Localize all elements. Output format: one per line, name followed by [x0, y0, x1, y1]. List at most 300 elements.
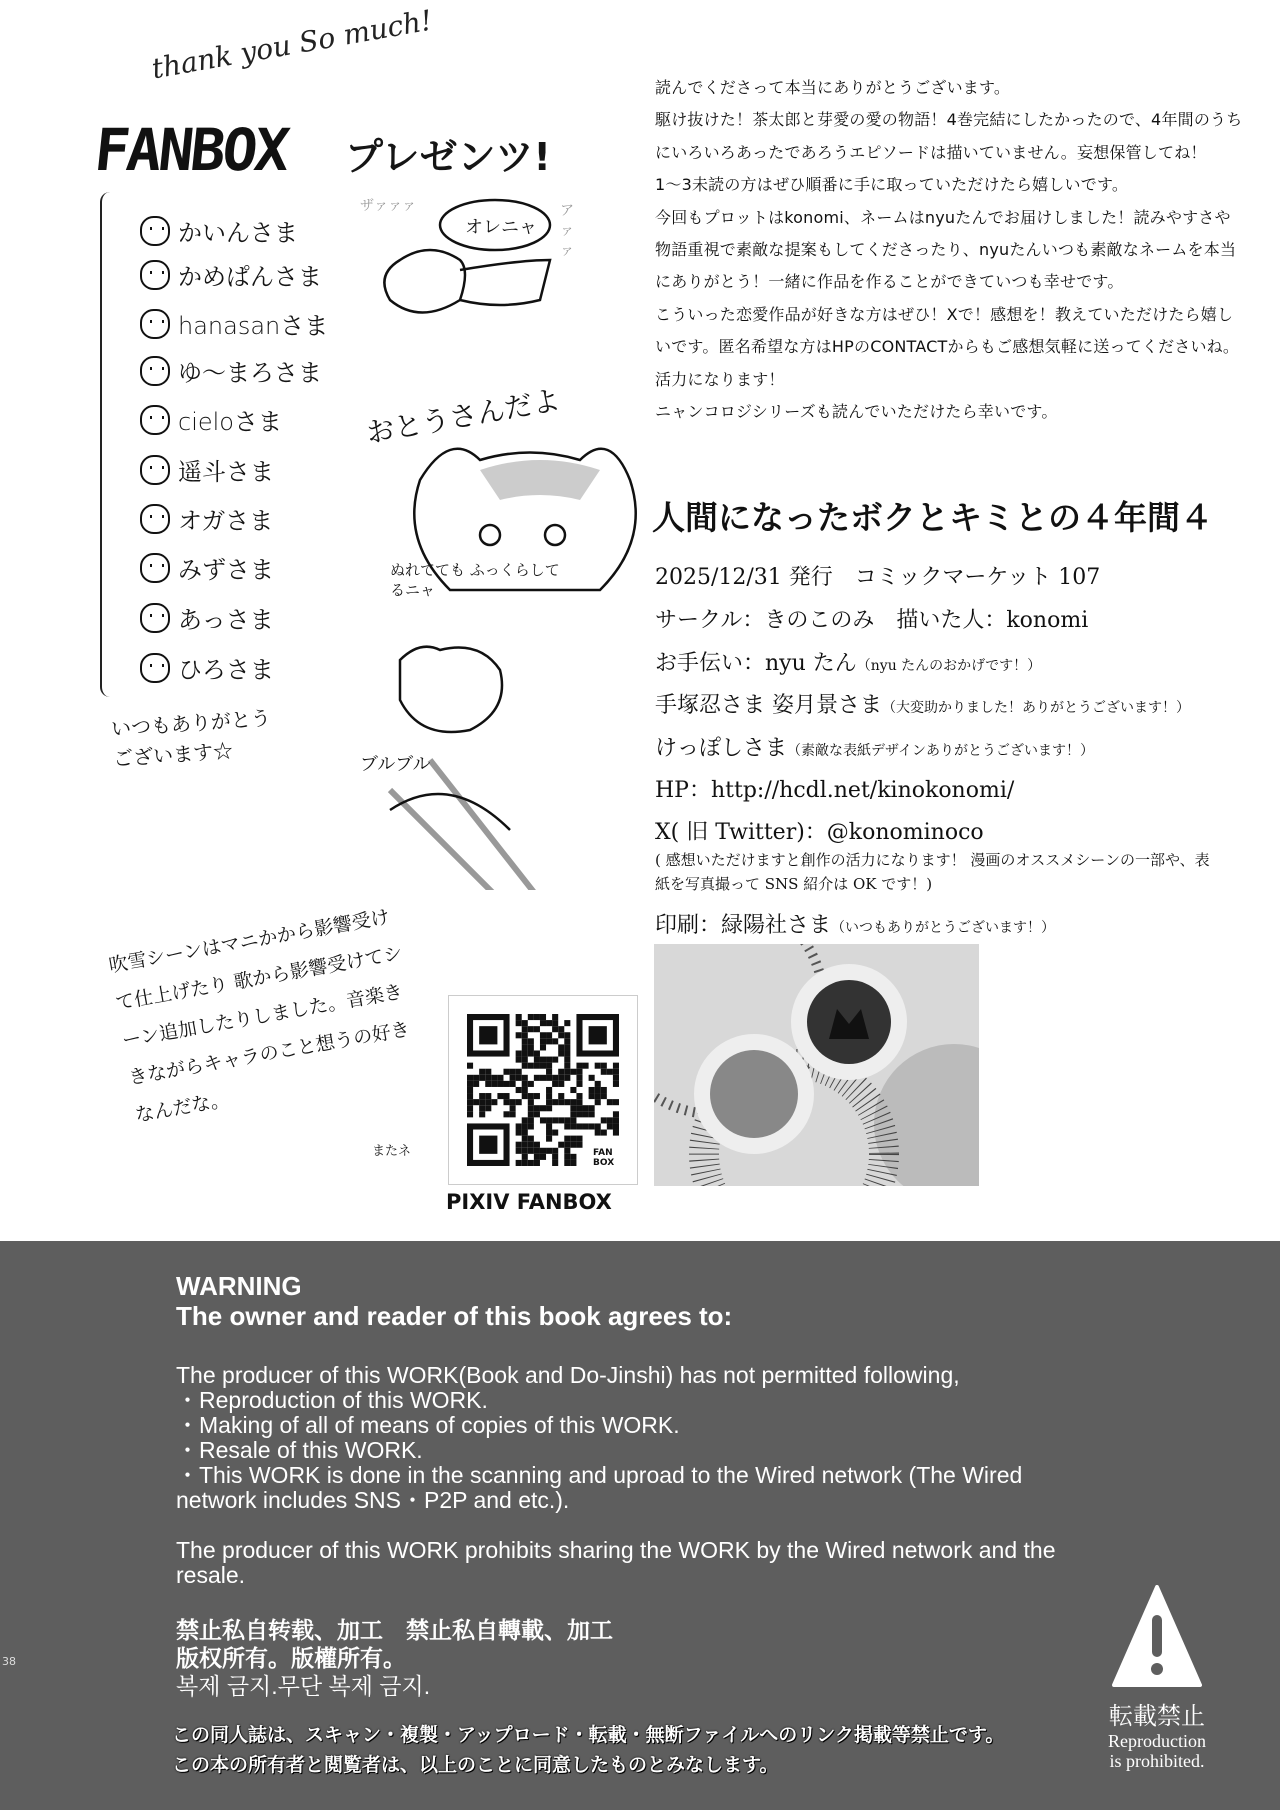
- qr-module: [491, 1099, 497, 1105]
- qr-module: [546, 1063, 552, 1069]
- qr-module: [613, 1081, 619, 1087]
- qr-module: [576, 1105, 582, 1111]
- qr-module: [522, 1020, 528, 1026]
- warning-chinese: 版权所有。版權所有。: [176, 1645, 406, 1671]
- qr-module: [528, 1038, 534, 1044]
- qr-module: [546, 1117, 552, 1123]
- warning-item: ・Making of all of means of copies of this WORK.: [176, 1412, 680, 1438]
- sfx-text: アァァ: [560, 203, 574, 259]
- qr-module: [528, 1099, 534, 1105]
- qr-module: [534, 1111, 540, 1117]
- qr-module: [607, 1099, 613, 1105]
- face-icon: [140, 356, 170, 386]
- prohibited-en: Reproduction: [1108, 1731, 1206, 1751]
- qr-module: [613, 1075, 619, 1081]
- assistant-main: お手伝い：nyu たん: [655, 651, 857, 676]
- cover-design-info: [655, 731, 1094, 762]
- patron-name: かいんさま: [178, 219, 298, 247]
- qr-module: [601, 1117, 607, 1123]
- patron-name: ひろさま: [178, 656, 274, 684]
- face-icon: [140, 653, 170, 683]
- qr-module: [522, 1044, 528, 1050]
- qr-module: [522, 1075, 528, 1081]
- qr-module: [540, 1063, 546, 1069]
- qr-module: [558, 1142, 564, 1148]
- qr-module: [479, 1105, 485, 1111]
- warning-title: WARNING: [176, 1271, 302, 1301]
- qr-module: [607, 1069, 613, 1075]
- qr-module: [546, 1032, 552, 1038]
- qr-module: [516, 1069, 522, 1075]
- sfx-text: ザァァァ: [360, 198, 416, 214]
- qr-module: [613, 1069, 619, 1075]
- qr-module: [528, 1148, 534, 1154]
- qr-module: [503, 1099, 509, 1105]
- qr-module: [503, 1093, 509, 1099]
- qr-module: [583, 1063, 589, 1069]
- warning-item: ・Reproduction of this WORK.: [176, 1387, 488, 1413]
- qr-module: [595, 1130, 601, 1136]
- face-icon: [140, 504, 170, 534]
- cat-illustrations: [340, 190, 640, 890]
- qr-module: [479, 1111, 485, 1117]
- qr-module: [467, 1087, 473, 1093]
- warning-item: ・Resale of this WORK.: [176, 1437, 423, 1463]
- qr-module: [540, 1044, 546, 1050]
- qr-module: [510, 1105, 516, 1111]
- qr-module: [485, 1093, 491, 1099]
- cover-main: けっぽしさま: [655, 736, 788, 761]
- qr-module: [558, 1117, 564, 1123]
- afterword-message: [655, 72, 1245, 428]
- qr-module: [516, 1142, 522, 1148]
- qr-module: [564, 1117, 570, 1123]
- qr-badge: FAN BOX: [593, 1148, 621, 1168]
- patron-name: ゆ〜まろさま: [178, 359, 322, 387]
- qr-module: [589, 1123, 595, 1129]
- qr-module: [516, 1160, 522, 1166]
- qr-module: [546, 1130, 552, 1136]
- qr-module: [516, 1050, 522, 1056]
- publish-info: 2025/12/31 発行 コミックマーケット 107: [655, 565, 1101, 590]
- qr-module: [534, 1050, 540, 1056]
- qr-finder: [479, 1026, 497, 1044]
- qr-module: [522, 1093, 528, 1099]
- qr-module: [534, 1148, 540, 1154]
- qr-module: [589, 1075, 595, 1081]
- qr-module: [467, 1093, 473, 1099]
- qr-module: [540, 1148, 546, 1154]
- qr-module: [576, 1142, 582, 1148]
- qr-module: [546, 1075, 552, 1081]
- warning-para2: The producer of this WORK prohibits sharing the WORK by the Wired network and the resale.: [176, 1537, 1056, 1588]
- qr-module: [479, 1069, 485, 1075]
- qr-module: [589, 1111, 595, 1117]
- qr-module: [503, 1111, 509, 1117]
- warning-triangle-icon: [1112, 1585, 1202, 1690]
- qr-module: [522, 1081, 528, 1087]
- qr-module: [516, 1014, 522, 1020]
- patron-item: [140, 452, 274, 487]
- thank-you-handwriting: thank you So much!: [149, 3, 435, 86]
- qr-module: [497, 1093, 503, 1099]
- qr-module: [546, 1069, 552, 1075]
- qr-module: [485, 1105, 491, 1111]
- cover-note: （素敵な表紙デザインありがとうございます！）: [787, 743, 1095, 759]
- circle-info: サークル：きのこのみ 描いた人：konomi: [655, 608, 1089, 633]
- qr-module: [546, 1123, 552, 1129]
- qr-module: [576, 1123, 582, 1129]
- qr-module: [601, 1130, 607, 1136]
- message-line: 1〜3未読の方はぜひ順番に手に取っていただけたら嬉しいです。: [655, 175, 1129, 195]
- qr-module: [576, 1093, 582, 1099]
- qr-module: [613, 1123, 619, 1129]
- qr-module: [516, 1087, 522, 1093]
- qr-module: [540, 1057, 546, 1063]
- warning-subtitle: The owner and reader of this book agrees to:: [176, 1301, 733, 1331]
- qr-module: [528, 1050, 534, 1056]
- qr-module: [546, 1099, 552, 1105]
- qr-module: [528, 1026, 534, 1032]
- qr-module: [564, 1063, 570, 1069]
- qr-module: [552, 1026, 558, 1032]
- qr-module: [552, 1038, 558, 1044]
- patron-name: 遥斗さま: [178, 458, 274, 486]
- patron-name: みずさま: [178, 556, 274, 584]
- qr-module: [552, 1075, 558, 1081]
- face-icon: [140, 553, 170, 583]
- qr-module: [552, 1154, 558, 1160]
- qr-module: [601, 1093, 607, 1099]
- fanbox-presents: プレゼンツ!: [345, 135, 551, 179]
- qr-module: [570, 1069, 576, 1075]
- qr-module: [522, 1087, 528, 1093]
- qr-module: [522, 1123, 528, 1129]
- qr-module: [522, 1136, 528, 1142]
- qr-module: [564, 1154, 570, 1160]
- qr-module: [552, 1148, 558, 1154]
- qr-module: [540, 1105, 546, 1111]
- qr-module: [601, 1063, 607, 1069]
- patron-name: cieloさま: [178, 408, 282, 436]
- qr-module: [528, 1081, 534, 1087]
- assistant-info: [655, 646, 1041, 677]
- qr-module: [595, 1123, 601, 1129]
- qr-module: [528, 1093, 534, 1099]
- qr-module: [564, 1136, 570, 1142]
- qr-module: [595, 1093, 601, 1099]
- qr-module: [564, 1038, 570, 1044]
- warning-para: [176, 1363, 1096, 1513]
- qr-module: [516, 1148, 522, 1154]
- qr-module: [558, 1069, 564, 1075]
- book-title: 人間になったボクとキミとの４年間４: [652, 498, 1213, 537]
- warning-heading: [176, 1271, 732, 1331]
- qr-module: [534, 1075, 540, 1081]
- qr-module: [534, 1160, 540, 1166]
- qr-module: [552, 1057, 558, 1063]
- qr-module: [522, 1142, 528, 1148]
- qr-module: [522, 1117, 528, 1123]
- qr-module: [564, 1160, 570, 1166]
- qr-module: [583, 1111, 589, 1117]
- qr-module: [558, 1032, 564, 1038]
- decorative-vine: [100, 192, 120, 697]
- qr-module: [546, 1087, 552, 1093]
- cup-photo: [654, 944, 979, 1186]
- assistant-note: （nyu たんのおかげです！）: [856, 658, 1042, 674]
- qr-module: [552, 1081, 558, 1087]
- sfx-text: オレニャ: [465, 217, 537, 238]
- patron-name: かめぱんさま: [178, 263, 322, 291]
- qr-module: [564, 1050, 570, 1056]
- face-icon: [140, 309, 170, 339]
- face-icon: [140, 603, 170, 633]
- message-line: こういった恋愛作品が好きな方はぜひ！Xで！感想を！教えていただけたら嬉しいです。匿名希望な方はHPのCONTACTからもご感想気軽に送ってくださいね。活力になります！: [655, 304, 1240, 389]
- qr-module: [540, 1154, 546, 1160]
- qr-module: [540, 1020, 546, 1026]
- qr-module: [540, 1014, 546, 1020]
- qr-module: [522, 1032, 528, 1038]
- warning-item: ・This WORK is done in the scanning and uproad to the Wired network (The Wired network includes SNS・P2P and etc.).: [176, 1462, 1023, 1513]
- qr-module: [534, 1105, 540, 1111]
- photo-image: [654, 944, 979, 1186]
- patron-name: あっさま: [178, 606, 274, 634]
- qr-module: [589, 1087, 595, 1093]
- qr-module: [467, 1075, 473, 1081]
- patron-item: [140, 353, 322, 388]
- qr-module: [540, 1117, 546, 1123]
- qr-module: [576, 1063, 582, 1069]
- qr-module: [534, 1063, 540, 1069]
- helpers-main: 手塚忍さま 姿月景さま: [655, 693, 882, 718]
- qr-module: [485, 1081, 491, 1087]
- qr-module: [485, 1099, 491, 1105]
- qr-module: [528, 1136, 534, 1142]
- qr-module: [558, 1044, 564, 1050]
- qr-module: [485, 1075, 491, 1081]
- qr-finder: [479, 1136, 497, 1154]
- warning-korean: 복제 금지.무단 복제 금지.: [176, 1673, 431, 1699]
- qr-module: [473, 1075, 479, 1081]
- qr-module: [510, 1075, 516, 1081]
- qr-module: [528, 1063, 534, 1069]
- qr-module: [516, 1075, 522, 1081]
- patron-item: [140, 550, 274, 585]
- qr-module: [607, 1123, 613, 1129]
- qr-module: [528, 1111, 534, 1117]
- qr-module: [558, 1099, 564, 1105]
- qr-module: [516, 1020, 522, 1026]
- patron-item: [140, 650, 274, 685]
- qr-module: [576, 1069, 582, 1075]
- qr-module: [552, 1020, 558, 1026]
- patron-item: [140, 213, 298, 248]
- qr-module: [570, 1154, 576, 1160]
- qr-module: [552, 1130, 558, 1136]
- qr-module: [595, 1081, 601, 1087]
- thanks-closing: いつもありがとうございます☆: [110, 705, 272, 771]
- qr-code-icon: [467, 1014, 619, 1166]
- qr-module: [552, 1117, 558, 1123]
- patron-item: [140, 600, 274, 635]
- cat-flying: [384, 250, 465, 313]
- qr-module: [601, 1069, 607, 1075]
- qr-module: [528, 1014, 534, 1020]
- qr-module: [510, 1111, 516, 1117]
- cat-wet: [400, 647, 502, 732]
- warning-chinese: 禁止私自转载、加工 禁止私自轉載、加工: [176, 1617, 613, 1643]
- face-icon: [140, 260, 170, 290]
- message-line: ニャンコロジシリーズも読んでいただけたら幸いです。: [655, 402, 1058, 422]
- sfx-text: ブルブル: [360, 754, 431, 775]
- warning-cjk: [176, 1616, 613, 1700]
- qr-module: [522, 1063, 528, 1069]
- qr-module: [510, 1069, 516, 1075]
- qr-finder: [589, 1026, 607, 1044]
- qr-module: [613, 1111, 619, 1117]
- qr-module: [570, 1105, 576, 1111]
- qr-module: [546, 1105, 552, 1111]
- qr-module: [570, 1142, 576, 1148]
- qr-module: [522, 1026, 528, 1032]
- qr-module: [534, 1093, 540, 1099]
- qr-module: [558, 1093, 564, 1099]
- qr-module: [540, 1075, 546, 1081]
- patron-item: [140, 306, 328, 341]
- qr-module: [558, 1075, 564, 1081]
- face-icon: [140, 216, 170, 246]
- qr-module: [528, 1123, 534, 1129]
- qr-module: [564, 1020, 570, 1026]
- qr-module: [613, 1063, 619, 1069]
- qr-module: [552, 1160, 558, 1166]
- qr-module: [503, 1081, 509, 1087]
- qr-module: [558, 1081, 564, 1087]
- qr-module: [497, 1075, 503, 1081]
- qr-module: [534, 1026, 540, 1032]
- qr-module: [546, 1038, 552, 1044]
- qr-module: [595, 1099, 601, 1105]
- fanbox-logo-handwritten: FANBOX: [91, 116, 291, 184]
- qr-module: [546, 1136, 552, 1142]
- qr-module: [613, 1099, 619, 1105]
- qr-module: [607, 1117, 613, 1123]
- qr-module: [528, 1105, 534, 1111]
- qr-module: [601, 1087, 607, 1093]
- qr-module: [491, 1081, 497, 1087]
- qr-module: [570, 1117, 576, 1123]
- qr-module: [485, 1069, 491, 1075]
- qr-module: [589, 1105, 595, 1111]
- qr-module: [570, 1099, 576, 1105]
- qr-module: [576, 1075, 582, 1081]
- qr-module: [583, 1105, 589, 1111]
- qr-module: [576, 1111, 582, 1117]
- message-line: 今回もプロットはkonomi、ネームはnyuたんでお届けしました！読みやすさや物語重視で素敵な提案もしてくださったり、nyuたんいつも素敵なネームを本当にありがとう！一緒に作品を作ることができていつも幸せです。: [655, 207, 1237, 292]
- qr-module: [467, 1099, 473, 1105]
- qr-module: [522, 1130, 528, 1136]
- qr-module: [473, 1081, 479, 1087]
- qr-module: [564, 1069, 570, 1075]
- qr-module: [613, 1117, 619, 1123]
- qr-module: [491, 1075, 497, 1081]
- qr-module: [540, 1032, 546, 1038]
- qr-module: [528, 1160, 534, 1166]
- patron-item: [140, 402, 282, 437]
- qr-module: [595, 1087, 601, 1093]
- qr-module: [576, 1081, 582, 1087]
- helpers-note: （大変助かりました！ありがとうございます！）: [882, 700, 1190, 716]
- qr-module: [583, 1123, 589, 1129]
- patron-name: オガさま: [178, 507, 274, 535]
- qr-module: [546, 1093, 552, 1099]
- patron-item: [140, 501, 273, 536]
- qr-module: [552, 1014, 558, 1020]
- warning-jp-line: この本の所有者と閲覧者は、以上のことに同意したものとみなします。: [172, 1755, 779, 1776]
- qr-module: [576, 1099, 582, 1105]
- qr-module: [479, 1075, 485, 1081]
- qr-module: [479, 1093, 485, 1099]
- face-icon: [140, 455, 170, 485]
- x-account-link[interactable]: X( 旧 Twitter)：@konominoco: [655, 820, 984, 845]
- homepage-link[interactable]: HP：http://hcdl.net/kinokonomi/: [655, 778, 1015, 803]
- sfx-text: ぬれてても ふっくらしてるニャ: [390, 561, 560, 599]
- qr-label: PIXIV FANBOX: [446, 1190, 612, 1214]
- qr-module: [570, 1111, 576, 1117]
- qr-module: [546, 1057, 552, 1063]
- qr-module: [522, 1154, 528, 1160]
- qr-module: [516, 1123, 522, 1129]
- qr-module: [576, 1136, 582, 1142]
- qr-module: [522, 1038, 528, 1044]
- qr-module: [516, 1130, 522, 1136]
- qr-module: [558, 1026, 564, 1032]
- prohibited-jp: 転載禁止: [1109, 1702, 1205, 1730]
- page-number: 38: [2, 1655, 16, 1668]
- qr-module: [564, 1148, 570, 1154]
- patron-name: hanasanさま: [178, 312, 329, 340]
- qr-module: [564, 1057, 570, 1063]
- qr-module: [522, 1057, 528, 1063]
- face-icon: [140, 405, 170, 435]
- qr-module: [534, 1014, 540, 1020]
- qr-module: [552, 1099, 558, 1105]
- qr-module: [570, 1136, 576, 1142]
- x-note: ( 感想いただけますと創作の活力になります！ 漫画のオススメシーンの一部や、表紙を写真撮って SNS 紹介は OK です！): [655, 851, 1210, 893]
- warning-japanese: [172, 1721, 1004, 1781]
- prohibited-en: is prohibited.: [1109, 1751, 1205, 1771]
- qr-module: [516, 1057, 522, 1063]
- qr-module: [528, 1044, 534, 1050]
- qr-module: [534, 1142, 540, 1148]
- qr-module: [564, 1142, 570, 1148]
- qr-module: [522, 1160, 528, 1166]
- qr-module: [503, 1069, 509, 1075]
- qr-module: [558, 1050, 564, 1056]
- printer-info: [655, 908, 1055, 939]
- message-line: 読んでくださって本当にありがとうございます。: [655, 78, 1011, 97]
- qr-module: [467, 1063, 473, 1069]
- qr-module: [479, 1099, 485, 1105]
- warning-body: [176, 1363, 1096, 1613]
- qr-module: [516, 1099, 522, 1105]
- qr-module: [613, 1130, 619, 1136]
- qr-module: [540, 1038, 546, 1044]
- sfx-text: おとうさんだよ: [363, 383, 563, 450]
- helpers-info: [655, 688, 1190, 719]
- qr-module: [510, 1099, 516, 1105]
